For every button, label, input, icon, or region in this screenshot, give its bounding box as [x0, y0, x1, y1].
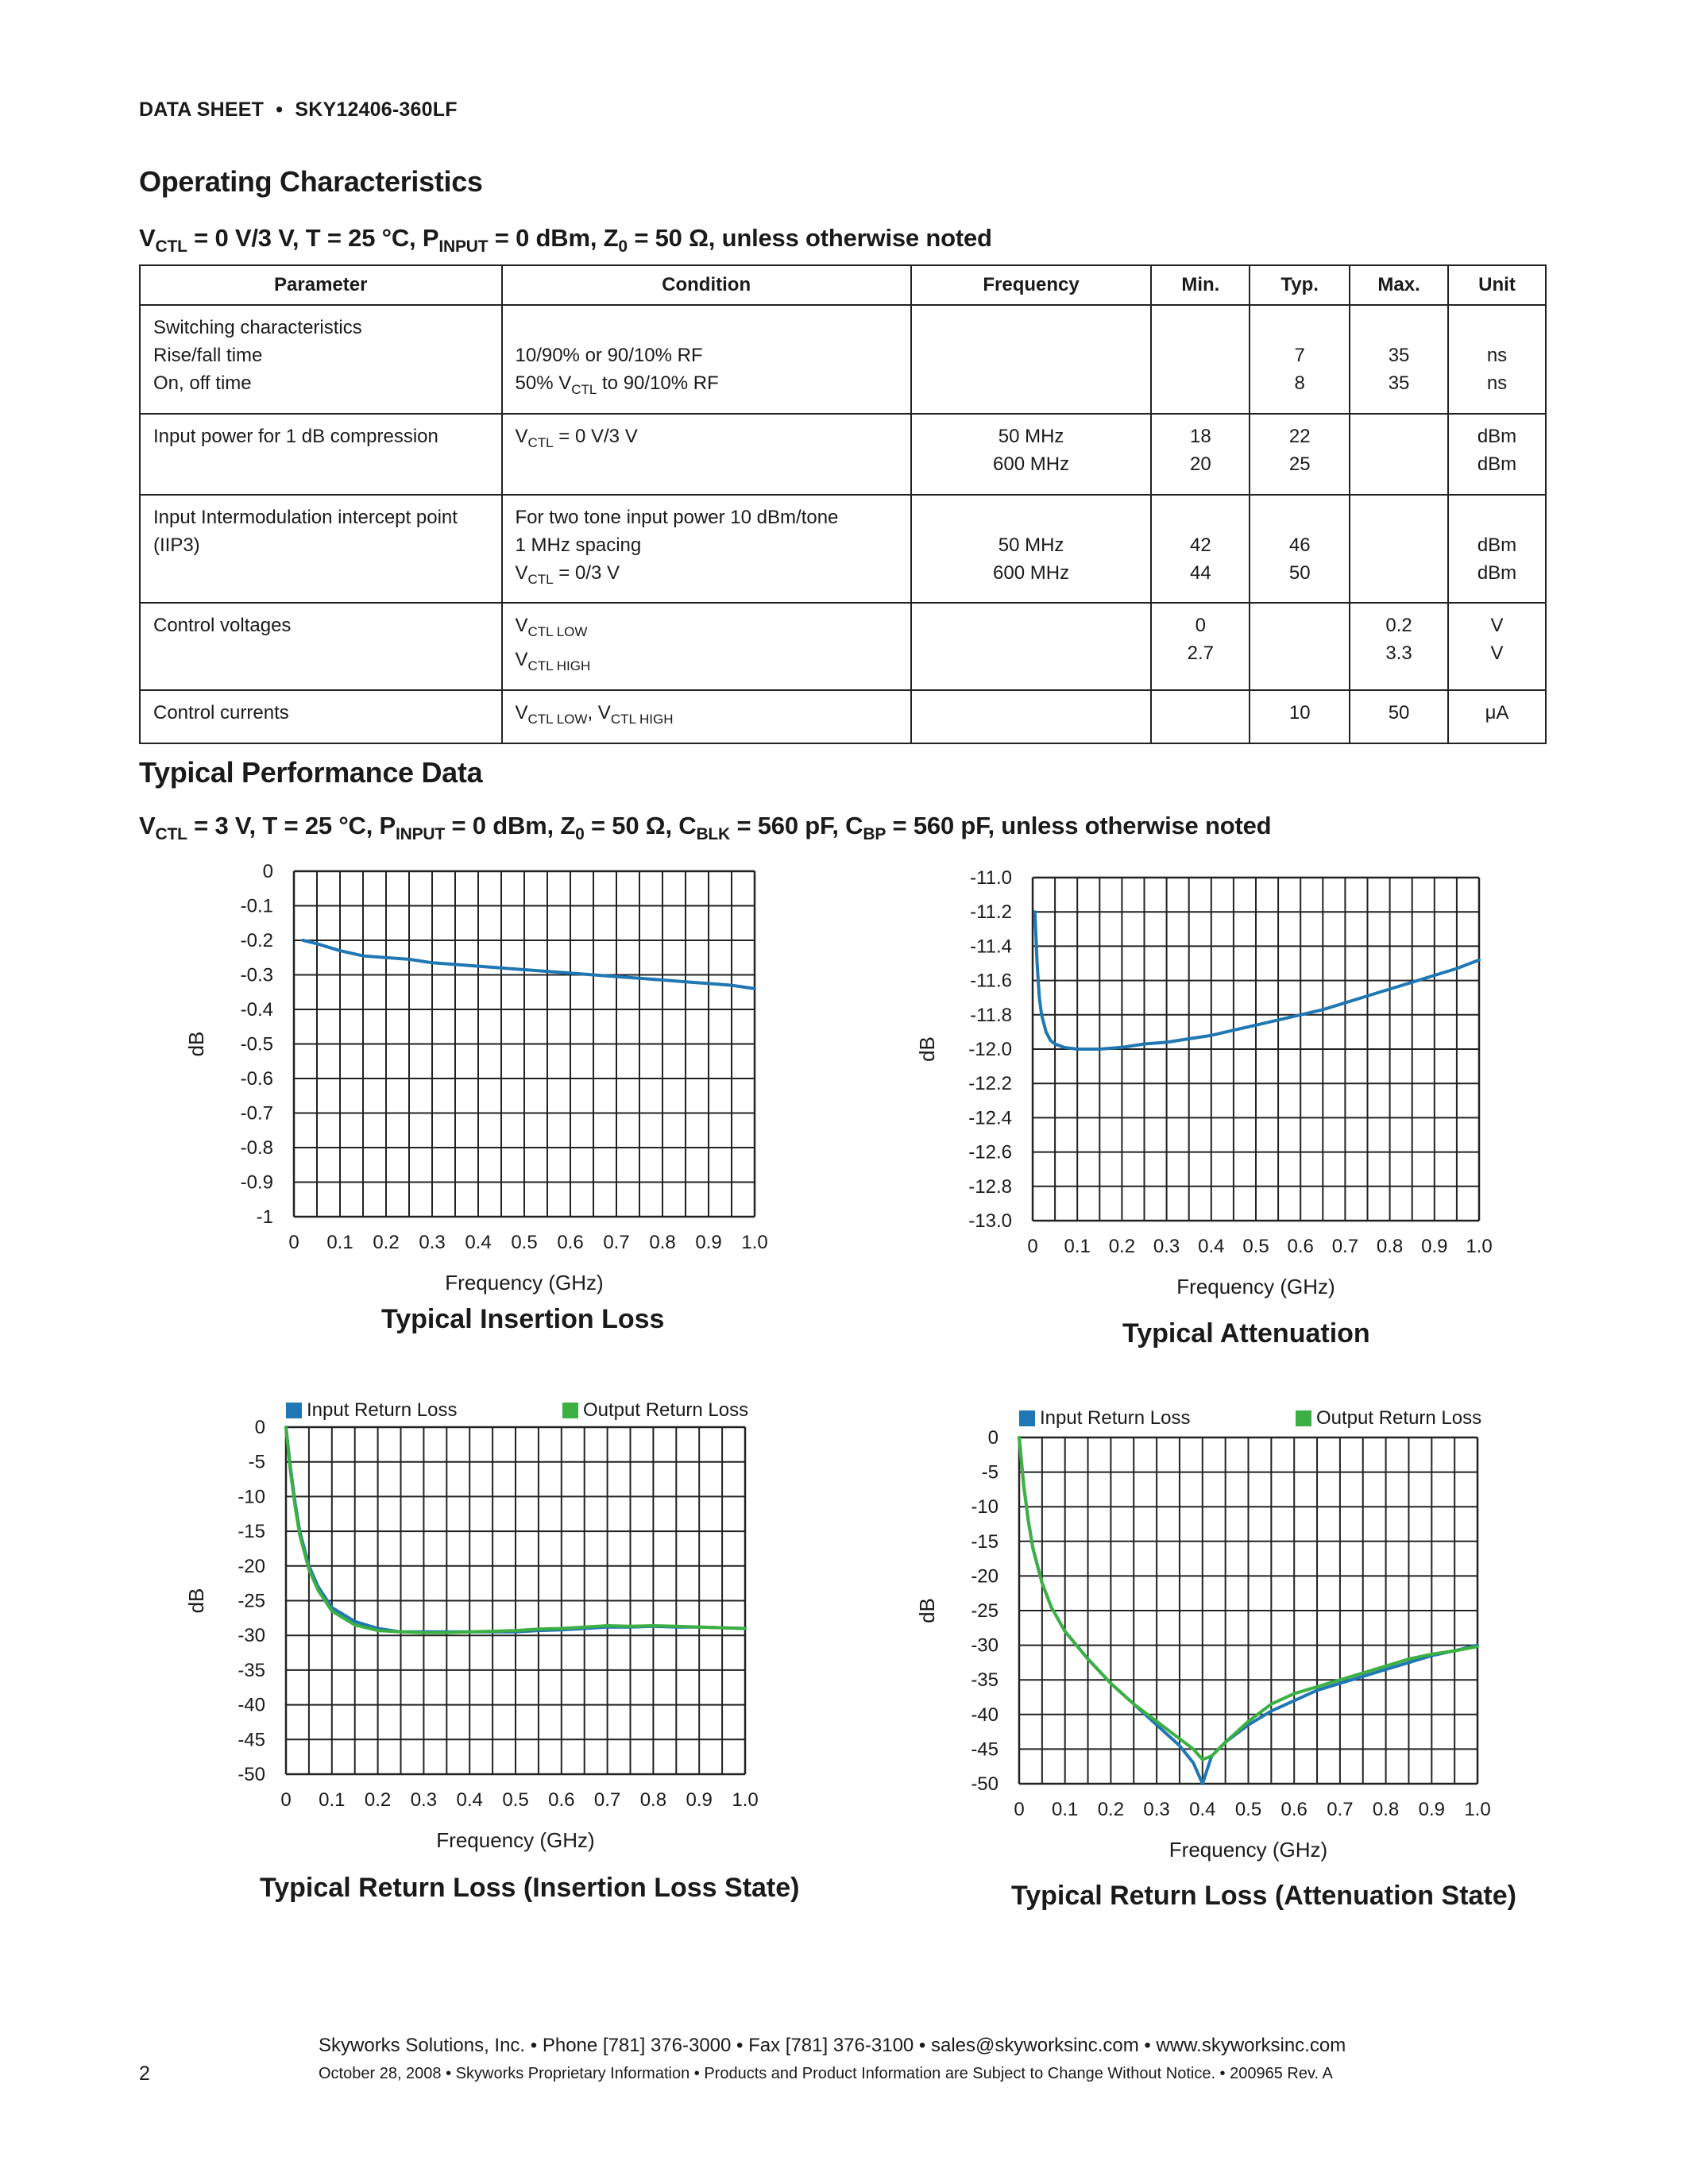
x-tick-label: 0.1	[326, 1232, 353, 1253]
y-tick-label: -0.6	[240, 1068, 273, 1090]
table-cell-line: 2.7	[1187, 642, 1215, 665]
table-cell-min	[1151, 495, 1250, 604]
y-tick-label: -45	[971, 1738, 999, 1761]
table-cell-line	[925, 504, 1138, 531]
table-cell-typ	[1250, 414, 1350, 495]
table-cell-line	[925, 639, 1138, 667]
performance-conditions: $V_{CTL} = 3$ V, T = 25 °C, $P_{INPUT} = 0$ dBm, $Z_0 = 50$ Ω, $C_{BLK} = 560$ pF, $C_{BP} = 560$ pF, unless otherwise noted	[139, 812, 1272, 844]
legend-swatch	[562, 1403, 578, 1418]
x-tick-label: 0.3	[419, 1232, 446, 1253]
table-cell-unit	[1448, 603, 1546, 690]
table-cell-line: $V_{CTL HIGH}$	[515, 649, 591, 673]
y-tick-label: -0.7	[240, 1102, 273, 1125]
table-cell-line	[1165, 341, 1236, 369]
table-cell-line: $V_{CTL} = 0$ V/3 V	[515, 425, 638, 450]
table-cell-line: Rise/fall time	[153, 345, 263, 366]
table-cell-line: For two tone input power 10 dBm/tone	[515, 506, 839, 528]
table-cell-line: μA	[1485, 701, 1509, 723]
table-cell-line: On, off time	[153, 372, 252, 394]
x-tick-label: 0.8	[649, 1232, 676, 1253]
column-header: Min.	[1151, 265, 1250, 305]
column-header: Max.	[1350, 265, 1448, 305]
y-tick-label: -12.4	[968, 1107, 1012, 1129]
table-cell-line	[516, 314, 898, 341]
x-tick-label: 0.7	[1327, 1799, 1354, 1820]
table-cell-line: 50	[1288, 561, 1311, 584]
attenuation-chart-title: Typical Attenuation	[1122, 1318, 1370, 1349]
x-tick-label: 0.6	[1287, 1236, 1314, 1257]
table-cell-line	[1165, 699, 1236, 727]
x-tick-label: 0.1	[319, 1789, 346, 1811]
table-cell-param	[140, 495, 502, 604]
table-cell-line	[1462, 314, 1532, 341]
table-cell-line	[1363, 504, 1435, 531]
header-bullet: •	[276, 98, 284, 121]
y-tick-label: -10	[238, 1486, 265, 1508]
x-tick-label: 1.0	[732, 1789, 759, 1811]
y-axis-label: dB	[915, 1598, 939, 1623]
table-cell-line	[1363, 559, 1435, 587]
table-cell-line: 50 MHz	[998, 425, 1064, 447]
column-header: Typ.	[1250, 265, 1350, 305]
x-tick-label: 0.3	[1143, 1799, 1170, 1820]
table-cell-line: Control voltages	[153, 615, 292, 637]
table-cell-line	[925, 369, 1138, 397]
y-tick-label: -12.0	[968, 1039, 1012, 1060]
legend-swatch	[1296, 1410, 1311, 1426]
table-cell-min	[1151, 690, 1250, 743]
x-tick-label: 0.1	[1052, 1799, 1079, 1820]
x-tick-label: 1.0	[1464, 1799, 1491, 1820]
table-cell-cond	[502, 603, 911, 690]
return-loss-insertion-chart	[183, 1398, 786, 1874]
column-header: Unit	[1448, 265, 1546, 305]
table-cell-unit	[1448, 690, 1546, 743]
table-cell-line: 7	[1294, 345, 1305, 366]
y-tick-label: -0.5	[240, 1033, 273, 1055]
x-axis-label: Frequency (GHz)	[1176, 1275, 1335, 1298]
x-tick-label: 0.9	[1418, 1799, 1445, 1820]
x-tick-label: 0.4	[1189, 1799, 1216, 1820]
y-tick-label: -5	[248, 1451, 265, 1473]
table-cell-freq	[911, 305, 1152, 414]
table-cell-freq	[911, 414, 1152, 495]
x-tick-label: 0.2	[1108, 1236, 1136, 1257]
x-tick-label: 0.4	[465, 1232, 492, 1253]
x-tick-label: 0.8	[1376, 1236, 1404, 1257]
table-cell-line: V	[1490, 642, 1504, 665]
table-cell-min	[1151, 414, 1250, 495]
operating-conditions: $V_{CTL} = 0$ V/3 V, T = 25 °C, $P_{INPUT} = 0$ dBm, $Z_0 = 50$ Ω, unless otherwise noted	[139, 224, 992, 257]
table-cell-param	[140, 603, 502, 690]
x-tick-label: 0.2	[373, 1232, 400, 1253]
y-tick-label: -0.4	[240, 999, 273, 1021]
header-doc-type: DATA SHEET	[139, 98, 265, 121]
y-tick-label: -25	[238, 1590, 265, 1612]
performance-title: Typical Performance Data	[139, 756, 483, 789]
table-cell-max	[1350, 495, 1448, 604]
x-tick-label: 0.5	[1234, 1799, 1262, 1820]
table-cell-line: 46	[1288, 534, 1311, 556]
table-cell-line: 18	[1189, 425, 1211, 447]
x-tick-label: 0.2	[364, 1789, 392, 1811]
table-cell-param	[140, 414, 502, 495]
table-row	[140, 414, 1546, 495]
x-tick-label: 1.0	[1466, 1236, 1493, 1257]
legend-label: Input Return Loss	[1040, 1407, 1191, 1429]
table-cell-line: V	[1490, 615, 1504, 637]
return-loss-attenuation-chart	[914, 1406, 1517, 1882]
table-cell-line	[1363, 314, 1435, 341]
table-cell-line: Switching characteristics	[153, 317, 362, 338]
table-header-row	[140, 265, 1546, 305]
x-tick-label: 0.2	[1097, 1799, 1125, 1820]
y-tick-label: -25	[971, 1600, 999, 1622]
y-tick-label: -35	[971, 1669, 999, 1692]
table-cell-line	[1263, 639, 1336, 667]
insertion-loss-chart	[183, 850, 786, 1295]
table-cell-line	[925, 699, 1138, 727]
table-cell-line	[153, 559, 489, 587]
x-tick-label: 0.6	[1280, 1799, 1308, 1820]
table-cell-line: 44	[1189, 561, 1211, 584]
y-tick-label: -40	[238, 1694, 265, 1716]
legend-label: Output Return Loss	[583, 1399, 749, 1421]
table-cell-line	[1263, 504, 1336, 531]
table-row	[140, 305, 1546, 414]
return-loss-attenuation-chart-title: Typical Return Loss (Attenuation State)	[1011, 1881, 1516, 1911]
column-header: Frequency	[911, 265, 1152, 305]
y-tick-label: -12.6	[968, 1141, 1012, 1163]
table-cell-line: 20	[1189, 453, 1211, 475]
series-line	[303, 940, 755, 989]
y-tick-label: -11.2	[970, 901, 1012, 924]
y-tick-label: -11.8	[970, 1004, 1012, 1026]
table-cell-unit	[1448, 305, 1546, 414]
table-cell-line: 0	[1195, 615, 1206, 637]
column-header: Condition	[502, 265, 911, 305]
legend-swatch	[1019, 1410, 1035, 1426]
x-tick-label: 0.6	[548, 1789, 575, 1811]
x-axis-label: Frequency (GHz)	[445, 1271, 604, 1295]
table-cell-line	[516, 457, 898, 484]
table-cell-line: 3.3	[1385, 642, 1412, 665]
y-tick-label: 0	[262, 861, 273, 882]
table-cell-line	[1363, 423, 1435, 450]
table-cell-min	[1151, 305, 1250, 414]
table-cell-line: ns	[1486, 345, 1508, 366]
x-tick-label: 0.5	[502, 1789, 529, 1811]
table-cell-max	[1350, 305, 1448, 414]
table-row	[140, 603, 1546, 690]
table-cell-line	[1263, 314, 1336, 341]
y-tick-label: -12.2	[968, 1073, 1012, 1095]
y-tick-label: -13.0	[968, 1210, 1012, 1232]
operating-title: Operating Characteristics	[139, 165, 483, 198]
x-tick-label: 0.8	[639, 1789, 667, 1811]
table-cell-line: 600 MHz	[993, 561, 1070, 584]
table-cell-max	[1350, 603, 1448, 690]
y-tick-label: -15	[238, 1521, 265, 1543]
table-cell-line	[153, 450, 489, 478]
table-cell-line	[925, 314, 1138, 341]
x-tick-label: 0.7	[1331, 1236, 1359, 1257]
table-cell-line	[1165, 504, 1236, 531]
operating-characteristics-table	[139, 264, 1547, 744]
table-cell-line: dBm	[1477, 425, 1517, 447]
y-tick-label: -30	[971, 1634, 999, 1657]
attenuation-chart	[914, 864, 1517, 1306]
table-cell-line: $V_{CTL LOW}$	[515, 615, 588, 640]
x-tick-label: 0	[288, 1232, 299, 1253]
table-cell-param	[140, 690, 502, 743]
table-cell-cond	[502, 690, 911, 743]
table-cell-line: 35	[1388, 345, 1410, 366]
y-tick-label: -10	[971, 1496, 999, 1518]
legend-label: Output Return Loss	[1316, 1407, 1482, 1429]
table-cell-line: 50	[1388, 701, 1410, 723]
table-cell-param	[140, 305, 502, 414]
y-tick-label: -50	[971, 1773, 999, 1795]
y-tick-label: -15	[971, 1530, 999, 1553]
y-tick-label: -0.8	[240, 1137, 273, 1159]
table-cell-line: Control currents	[153, 701, 289, 723]
table-cell-line	[1363, 450, 1435, 478]
y-tick-label: -0.1	[240, 895, 273, 917]
y-tick-label: -11.6	[970, 970, 1012, 992]
y-tick-label: -0.9	[240, 1171, 273, 1194]
y-tick-label: -50	[238, 1764, 265, 1785]
table-cell-cond	[502, 495, 911, 604]
y-tick-label: -20	[238, 1555, 265, 1577]
table-cell-line: 0.2	[1385, 615, 1412, 637]
y-tick-label: -0.2	[240, 930, 273, 951]
x-tick-label: 0.9	[1421, 1236, 1448, 1257]
x-tick-label: 0.3	[410, 1789, 438, 1811]
table-cell-cond	[502, 414, 911, 495]
y-tick-label: -45	[238, 1729, 265, 1751]
legend-label: Input Return Loss	[307, 1399, 458, 1421]
y-tick-label: -0.3	[240, 964, 273, 986]
page-number: 2	[139, 2062, 150, 2085]
table-cell-line: 1 MHz spacing	[515, 534, 642, 556]
table-cell-line: 25	[1288, 453, 1311, 475]
y-tick-label: -30	[238, 1625, 265, 1647]
table-cell-unit	[1448, 414, 1546, 495]
header-part-number: SKY12406-360LF	[295, 98, 458, 121]
y-tick-label: 0	[987, 1427, 999, 1449]
footer-legal: October 28, 2008 • Skyworks Proprietary Information • Products and Product Information are Subject to Change Without Notice. • 200965 Rev. A	[319, 2065, 1333, 2082]
x-tick-label: 0.7	[593, 1789, 621, 1811]
table-row	[140, 495, 1546, 604]
x-tick-label: 0.4	[456, 1789, 483, 1811]
table-cell-line: 10	[1288, 701, 1311, 723]
table-cell-line	[1462, 504, 1532, 531]
table-cell-line	[1363, 531, 1435, 559]
x-tick-label: 0.9	[686, 1789, 713, 1811]
table-cell-line: 10/90% or 90/10% RF	[515, 345, 703, 366]
table-cell-freq	[911, 495, 1152, 604]
y-tick-label: -20	[971, 1565, 999, 1588]
y-tick-label: -1	[256, 1206, 273, 1228]
table-cell-line: 42	[1189, 534, 1211, 556]
table-cell-line	[153, 639, 489, 667]
x-tick-label: 0.5	[511, 1232, 538, 1253]
y-axis-label: dB	[184, 1031, 208, 1057]
y-axis-label: dB	[915, 1036, 939, 1062]
y-tick-label: -5	[981, 1461, 999, 1484]
y-axis-label: dB	[184, 1588, 208, 1614]
table-cell-line: 8	[1294, 372, 1305, 394]
table-cell-line: 600 MHz	[993, 453, 1070, 475]
legend-swatch	[286, 1403, 302, 1418]
x-axis-label: Frequency (GHz)	[1168, 1838, 1328, 1862]
x-tick-label: 0.1	[1064, 1236, 1091, 1257]
table-cell-line: Input Intermodulation intercept point	[153, 506, 458, 528]
table-cell-freq	[911, 690, 1152, 743]
x-tick-label: 0.4	[1198, 1236, 1225, 1257]
y-tick-label: 0	[254, 1417, 265, 1438]
x-tick-label: 0.6	[557, 1232, 584, 1253]
table-cell-min	[1151, 603, 1250, 690]
table-cell-line	[925, 612, 1138, 639]
y-tick-label: -11.0	[970, 867, 1012, 889]
table-cell-line	[925, 341, 1138, 369]
table-row	[140, 690, 1546, 743]
x-tick-label: 0.3	[1153, 1236, 1180, 1257]
table-cell-line: dBm	[1477, 453, 1517, 475]
table-cell-line: 50% $V_{CTL}$ to 90/10% RF	[515, 372, 719, 397]
table-cell-line: dBm	[1477, 534, 1517, 556]
x-tick-label: 0.7	[603, 1232, 630, 1253]
x-tick-label: 0.5	[1242, 1236, 1269, 1257]
table-cell-line: Input power for 1 dB compression	[153, 425, 438, 447]
x-axis-label: Frequency (GHz)	[436, 1828, 595, 1852]
x-tick-label: 0.8	[1372, 1799, 1400, 1820]
table-cell-typ	[1250, 305, 1350, 414]
table-cell-line	[1165, 369, 1236, 397]
y-tick-label: -40	[971, 1704, 999, 1726]
table-cell-typ	[1250, 495, 1350, 604]
insertion-loss-chart-title: Typical Insertion Loss	[381, 1304, 665, 1334]
table-cell-max	[1350, 690, 1448, 743]
table-cell-line: (IIP3)	[153, 534, 200, 556]
x-tick-label: 0	[1014, 1799, 1025, 1820]
x-tick-label: 0.9	[695, 1232, 722, 1253]
column-header: Parameter	[140, 265, 502, 305]
x-tick-label: 0	[280, 1789, 292, 1811]
y-tick-label: -12.8	[968, 1175, 1012, 1198]
table-cell-line: 22	[1288, 425, 1311, 447]
table-cell-max	[1350, 414, 1448, 495]
table-cell-unit	[1448, 495, 1546, 604]
x-tick-label: 0	[1027, 1236, 1038, 1257]
table-cell-cond	[502, 305, 911, 414]
table-cell-line	[1165, 314, 1236, 341]
table-cell-line: $V_{CTL LOW}$, $V_{CTL HIGH}$	[515, 701, 674, 727]
table-cell-line	[1263, 612, 1336, 639]
table-cell-typ	[1250, 603, 1350, 690]
table-cell-line: dBm	[1477, 561, 1517, 584]
datasheet-header	[139, 98, 458, 122]
x-tick-label: 1.0	[741, 1232, 768, 1253]
table-cell-line: ns	[1486, 372, 1508, 394]
table-cell-line: 35	[1388, 372, 1410, 394]
table-cell-typ	[1250, 690, 1350, 743]
table-cell-line: 50 MHz	[998, 534, 1064, 556]
return-loss-insertion-chart-title: Typical Return Loss (Insertion Loss State)	[260, 1873, 800, 1903]
table-cell-line: $V_{CTL} = 0/3$ V	[515, 561, 620, 587]
y-tick-label: -11.4	[970, 936, 1012, 958]
table-cell-freq	[911, 603, 1152, 690]
y-tick-label: -35	[238, 1659, 265, 1681]
